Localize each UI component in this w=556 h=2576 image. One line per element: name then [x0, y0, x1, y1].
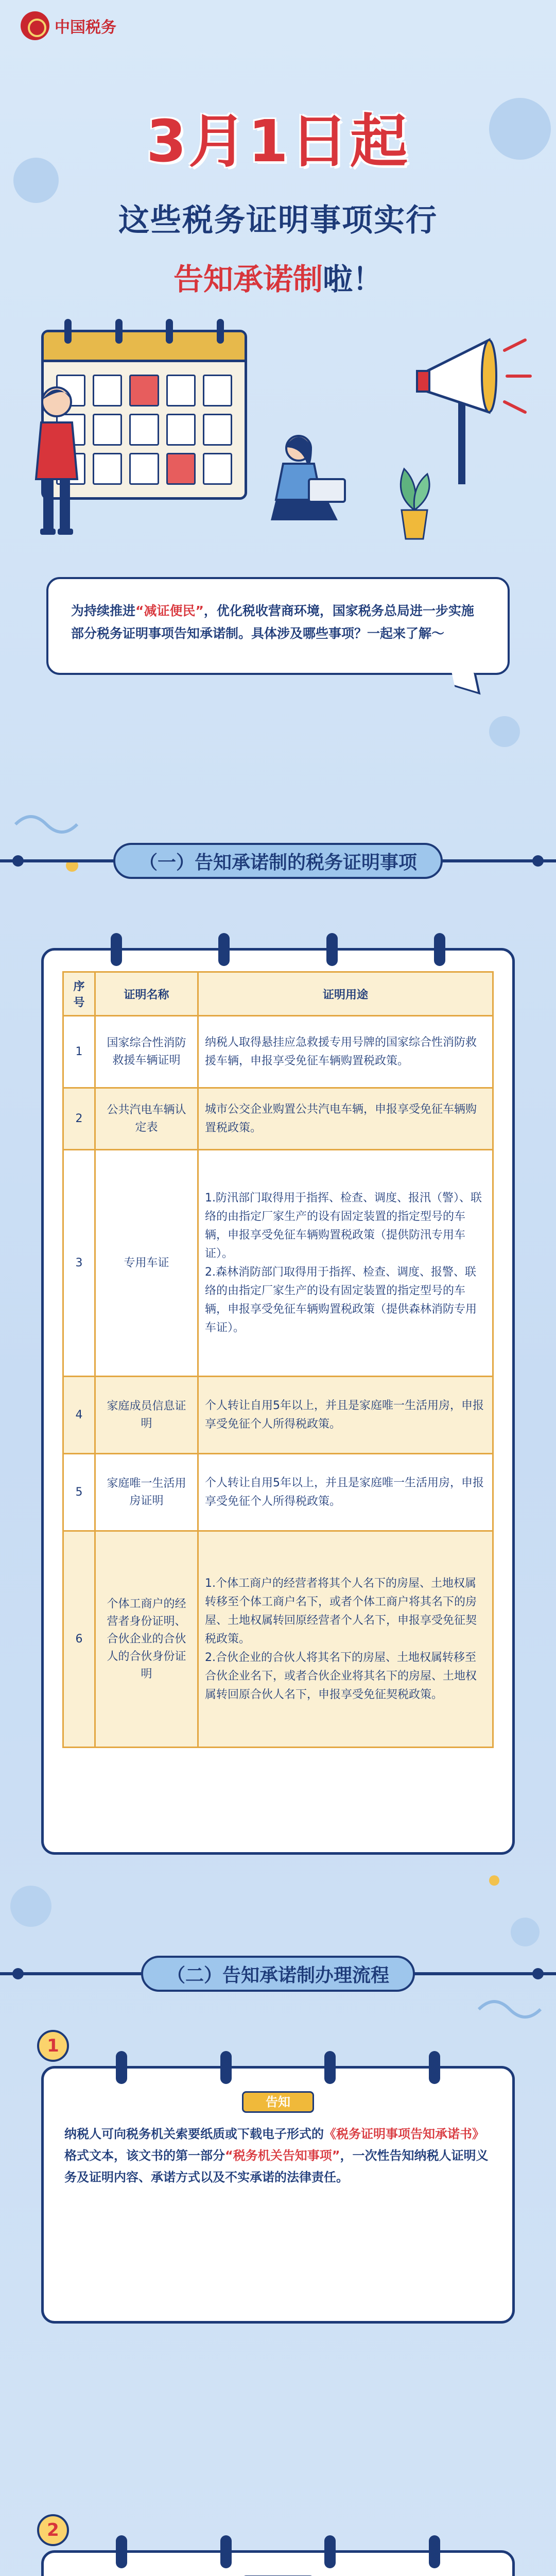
standing-person-illustration: [21, 381, 93, 541]
page-title: 3月1日起: [146, 108, 410, 175]
proof-items-table: [62, 971, 494, 1748]
step-text-notify: 纳税人可向税务机关索要纸质或下载电子形式的《税务证明事项告知承诺书》格式文本，该文书的第一部分“税务机关告知事项”，一次性告知纳税人证明义务及证明内容、承诺方式以及不实承诺的法律责任。: [64, 2127, 489, 2184]
proof-items-card: [41, 948, 515, 1855]
subtitle-highlight: 告知承诺制: [173, 262, 323, 297]
section-header-one: [0, 840, 556, 881]
column-header-purpose: 证明用途: [198, 972, 493, 1016]
tax-logo: [21, 11, 116, 40]
intro-text: 为持续推进“减证便民”，优化税收营商环境，国家税务总局进一步实施部分税务证明事项告知承诺制。具体涉及哪些事项？一起来了解～: [71, 603, 474, 641]
step-card-sign: [41, 2550, 515, 2576]
section-header-two: [0, 1953, 556, 1994]
page-subtitle-line1: 这些税务证明事项实行: [118, 202, 438, 239]
section-title-two: （二）告知承诺制办理流程: [141, 1956, 415, 1992]
subtitle-tail: 啦！: [323, 262, 383, 297]
column-header-no: 序号: [63, 972, 95, 1016]
table-row: 2 公共汽电车辆认定表 城市公交企业购置公共汽电车辆，申报享受免征车辆购置税政策。: [63, 1088, 493, 1150]
intro-highlight: “减证便民”: [135, 603, 204, 618]
tax-emblem-icon: [21, 11, 49, 40]
sitting-person-laptop-illustration: [257, 433, 350, 531]
table-row: 5 家庭唯一生活用房证明 个人转让自用5年以上，并且是家庭唯一生活用房，申报享受免征个人所得税政策。: [63, 1454, 493, 1531]
section-title-one: （一）告知承诺制的税务证明事项: [113, 843, 443, 879]
page-subtitle-line2: [0, 255, 556, 298]
step-tag-notify: 告知: [242, 2091, 314, 2113]
column-header-name: 证明名称: [95, 972, 198, 1016]
step-number-badge: 2: [37, 2514, 69, 2546]
table-header-row: [63, 972, 493, 1016]
table-row: 3 专用车证 1.防汛部门取得用于指挥、检查、调度、报汛（警）、联络的由指定厂家生产的设有固定装置的指定型号的车辆，申报享受免征车辆购置税政策（提供防汛专用车证）。 2.森林消防部门取得用于指挥、检查、调度、报警、联络的由指定厂家生产的设有固定装置的指定型号的车辆，申报享受免征车辆购置税政策（提供森林消防专用车证）。: [63, 1150, 493, 1377]
step-number-badge: 1: [37, 2030, 69, 2062]
step-card-notify: [41, 2066, 515, 2324]
logo-text: 中国税务: [55, 19, 116, 37]
table-row: 6 个体工商户的经营者身份证明、合伙企业的合伙人的合伙身份证明 1.个体工商户的经营者将其个人名下的房屋、土地权属转移至个体工商户名下，或者个体工商户将其名下的房屋、土地权属转回原经营者个人名下，申报享受免征契税政策。 2.合伙企业的合伙人将其名下的房屋、土地权属转移至合伙企业名下，或者合伙企业将其名下的房屋、土地权属转回原合伙人名下，申报享受免征契税政策。: [63, 1531, 493, 1748]
plant-illustration: [391, 464, 438, 541]
intro-bubble: [46, 577, 510, 675]
table-row: 4 家庭成员信息证明 个人转让自用5年以上，并且是家庭唯一生活用房，申报享受免征个人所得税政策。: [63, 1377, 493, 1454]
megaphone-illustration: [412, 314, 535, 489]
table-row: 1 国家综合性消防救援车辆证明 纳税人取得悬挂应急救援专用号牌的国家综合性消防救援车辆，申报享受免征车辆购置税政策。: [63, 1016, 493, 1088]
